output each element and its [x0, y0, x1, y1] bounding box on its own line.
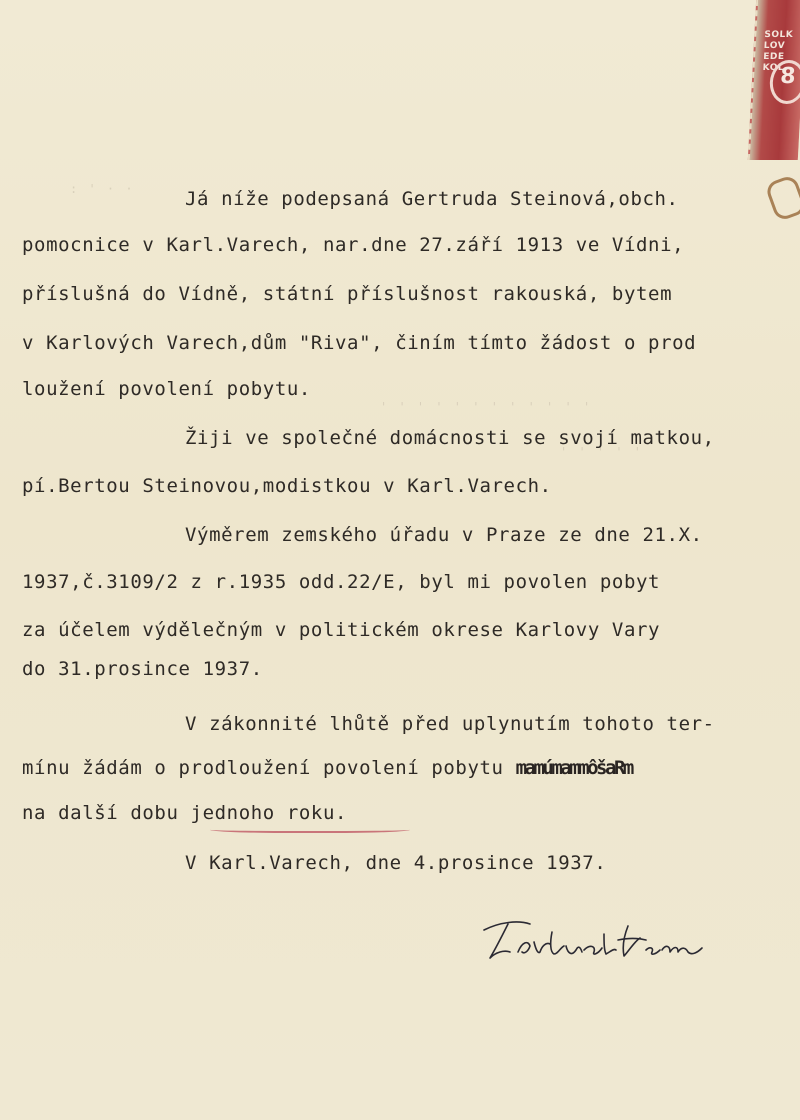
text-line-13 — [22, 757, 632, 779]
text-line-2: pomocnice v Karl.Varech, nar.dne 27.září 1913 ve Vídni, — [22, 234, 685, 256]
stamp-digit: 8 — [779, 64, 797, 89]
bleed-through-marks: ' ' ' ' ' — [560, 445, 644, 459]
revenue-stamp — [748, 0, 800, 160]
text-line-10: za účelem výdělečným v politickém okrese Karlovy Vary — [22, 619, 661, 641]
text-line-14: na další dobu jednoho roku. — [22, 802, 348, 824]
text-line-3: příslušná do Vídně, státní příslušnost rakouská, bytem — [22, 283, 673, 305]
text-line-13-main: mínu žádám o prodloužení povolení pobytu — [22, 757, 504, 779]
text-line-4: v Karlových Varech,dům "Riva", činím tímto žádost o prod — [22, 332, 697, 354]
date-line: V Karl.Varech, dne 4.prosince 1937. — [185, 852, 607, 874]
text-line-11: do 31.prosince 1937. — [22, 658, 263, 680]
text-line-9: 1937,č.3109/2 z r.1935 odd.22/E, byl mi povolen pobyt — [22, 571, 661, 593]
text-line-5: loužení povolení pobytu. — [22, 378, 311, 400]
overstruck-text: mamúmammôšaRm — [515, 757, 632, 779]
paperclip-icon — [764, 174, 800, 223]
text-line-1: Já níže podepsaná Gertruda Steinová,obch. — [185, 188, 679, 210]
bleed-through-marks: ' ' ' ' ' ' ' ' ' ' ' ' — [380, 400, 593, 414]
stamp-lettering: SOLK LOV EDE KOL — [762, 30, 794, 73]
red-pencil-underline — [210, 825, 410, 833]
bleed-through-marks: : ' · · — [70, 182, 135, 196]
text-line-7: pí.Bertou Steinovou,modistkou v Karl.Varech. — [22, 475, 552, 497]
text-line-8: Výměrem zemského úřadu v Praze ze dne 21.X. — [185, 524, 703, 546]
text-line-12: V zákonnité lhůtě před uplynutím tohoto ter- — [185, 713, 715, 735]
handwritten-signature — [478, 912, 708, 972]
text-line-6: Žiji ve společné domácnosti se svojí matkou, — [185, 427, 715, 449]
